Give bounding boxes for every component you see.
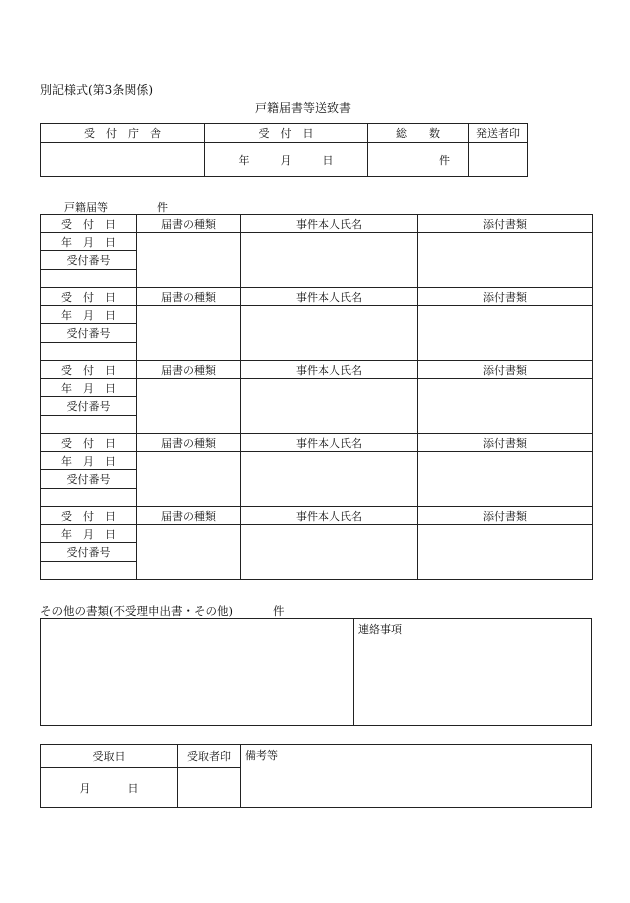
entry-number-field[interactable] bbox=[41, 270, 137, 288]
koseki-header-row bbox=[41, 361, 593, 379]
other-docs-label: その他の書類(不受理申出書・その他) bbox=[40, 604, 233, 618]
col-header-notification-type: 届書の種類 bbox=[137, 507, 241, 525]
entry-number-label: 受付番号 bbox=[41, 397, 137, 416]
koseki-header-row bbox=[41, 507, 593, 525]
receipt-date-header: 受取日 bbox=[41, 745, 178, 768]
entry-notification-type-field[interactable] bbox=[137, 452, 241, 507]
notes-label: 連絡事項 bbox=[358, 623, 402, 636]
entry-date-cell[interactable]: 年 月 日 bbox=[41, 233, 137, 251]
count-unit-label: 件 bbox=[439, 153, 450, 167]
col-header-person-name: 事件本人氏名 bbox=[241, 288, 418, 306]
entry-number-label: 受付番号 bbox=[41, 470, 137, 489]
header-sender-stamp: 発送者印 bbox=[469, 124, 528, 143]
header-received-date: 受 付 日 bbox=[205, 124, 368, 143]
receipt-stamp-field[interactable] bbox=[178, 768, 241, 808]
entry-attachments-field[interactable] bbox=[418, 233, 593, 288]
entry-notification-type-field[interactable] bbox=[137, 306, 241, 361]
entry-notification-type-field[interactable] bbox=[137, 525, 241, 580]
other-docs-field[interactable] bbox=[41, 619, 354, 726]
form-label: 別記様式(第3条関係) bbox=[40, 83, 153, 97]
entry-number-label: 受付番号 bbox=[41, 543, 137, 562]
koseki-header-row bbox=[41, 288, 593, 306]
header-receiving-office: 受 付 庁 舎 bbox=[41, 124, 205, 143]
entry-person-name-field[interactable] bbox=[241, 306, 418, 361]
notes-field[interactable] bbox=[354, 619, 592, 726]
col-header-received-date: 受 付 日 bbox=[41, 361, 137, 379]
remarks-field[interactable] bbox=[241, 745, 592, 808]
col-header-received-date: 受 付 日 bbox=[41, 288, 137, 306]
col-header-attachments: 添付書類 bbox=[418, 361, 593, 379]
col-header-person-name: 事件本人氏名 bbox=[241, 361, 418, 379]
col-header-notification-type: 届書の種類 bbox=[137, 215, 241, 233]
other-docs-table bbox=[40, 618, 592, 726]
other-docs-count-unit: 件 bbox=[273, 604, 285, 618]
entry-person-name-field[interactable] bbox=[241, 379, 418, 434]
entry-number-label: 受付番号 bbox=[41, 324, 137, 343]
koseki-header-row bbox=[41, 434, 593, 452]
entry-person-name-field[interactable] bbox=[241, 233, 418, 288]
col-header-person-name: 事件本人氏名 bbox=[241, 434, 418, 452]
col-header-attachments: 添付書類 bbox=[418, 215, 593, 233]
entry-attachments-field[interactable] bbox=[418, 306, 593, 361]
entry-date-cell[interactable]: 年 月 日 bbox=[41, 306, 137, 324]
col-header-attachments: 添付書類 bbox=[418, 288, 593, 306]
entry-number-field[interactable] bbox=[41, 489, 137, 507]
entry-number-field[interactable] bbox=[41, 416, 137, 434]
col-header-person-name: 事件本人氏名 bbox=[241, 215, 418, 233]
koseki-label: 戸籍届等 bbox=[64, 201, 108, 214]
total-count-field[interactable] bbox=[368, 143, 469, 177]
receipt-day-label: 日 bbox=[127, 781, 139, 795]
col-header-person-name: 事件本人氏名 bbox=[241, 507, 418, 525]
received-date-field[interactable] bbox=[205, 143, 368, 177]
col-header-received-date: 受 付 日 bbox=[41, 507, 137, 525]
entry-notification-type-field[interactable] bbox=[137, 233, 241, 288]
col-header-notification-type: 届書の種類 bbox=[137, 361, 241, 379]
koseki-entry-row bbox=[41, 452, 593, 470]
entry-number-field[interactable] bbox=[41, 343, 137, 361]
col-header-notification-type: 届書の種類 bbox=[137, 434, 241, 452]
date-day-label: 日 bbox=[322, 153, 334, 167]
koseki-entry-row bbox=[41, 525, 593, 543]
entry-attachments-field[interactable] bbox=[418, 525, 593, 580]
col-header-attachments: 添付書類 bbox=[418, 434, 593, 452]
koseki-header-row bbox=[41, 215, 593, 233]
col-header-received-date: 受 付 日 bbox=[41, 434, 137, 452]
receipt-table bbox=[40, 744, 592, 808]
col-header-attachments: 添付書類 bbox=[418, 507, 593, 525]
entry-date-cell[interactable]: 年 月 日 bbox=[41, 452, 137, 470]
receipt-date-field[interactable] bbox=[41, 768, 178, 808]
entry-person-name-field[interactable] bbox=[241, 525, 418, 580]
koseki-entry-row bbox=[41, 306, 593, 324]
koseki-entry-row bbox=[41, 379, 593, 397]
sender-stamp-field[interactable] bbox=[469, 143, 528, 177]
receipt-month-label: 月 bbox=[79, 781, 91, 795]
entry-number-label: 受付番号 bbox=[41, 251, 137, 270]
col-header-notification-type: 届書の種類 bbox=[137, 288, 241, 306]
date-year-label: 年 bbox=[238, 153, 250, 167]
koseki-entry-row bbox=[41, 233, 593, 251]
entry-number-field[interactable] bbox=[41, 562, 137, 580]
page-title: 戸籍届書等送致書 bbox=[255, 101, 352, 115]
remarks-label: 備考等 bbox=[245, 749, 278, 762]
header-total: 総 数 bbox=[368, 124, 469, 143]
col-header-received-date: 受 付 日 bbox=[41, 215, 137, 233]
entry-notification-type-field[interactable] bbox=[137, 379, 241, 434]
koseki-count-unit: 件 bbox=[157, 201, 168, 214]
receipt-stamp-header: 受取者印 bbox=[178, 745, 241, 768]
entry-person-name-field[interactable] bbox=[241, 452, 418, 507]
receiving-office-field[interactable] bbox=[41, 143, 205, 177]
summary-table bbox=[40, 123, 528, 177]
entry-attachments-field[interactable] bbox=[418, 452, 593, 507]
entry-date-cell[interactable]: 年 月 日 bbox=[41, 379, 137, 397]
entry-attachments-field[interactable] bbox=[418, 379, 593, 434]
koseki-table bbox=[40, 214, 593, 580]
date-month-label: 月 bbox=[280, 153, 292, 167]
entry-date-cell[interactable]: 年 月 日 bbox=[41, 525, 137, 543]
